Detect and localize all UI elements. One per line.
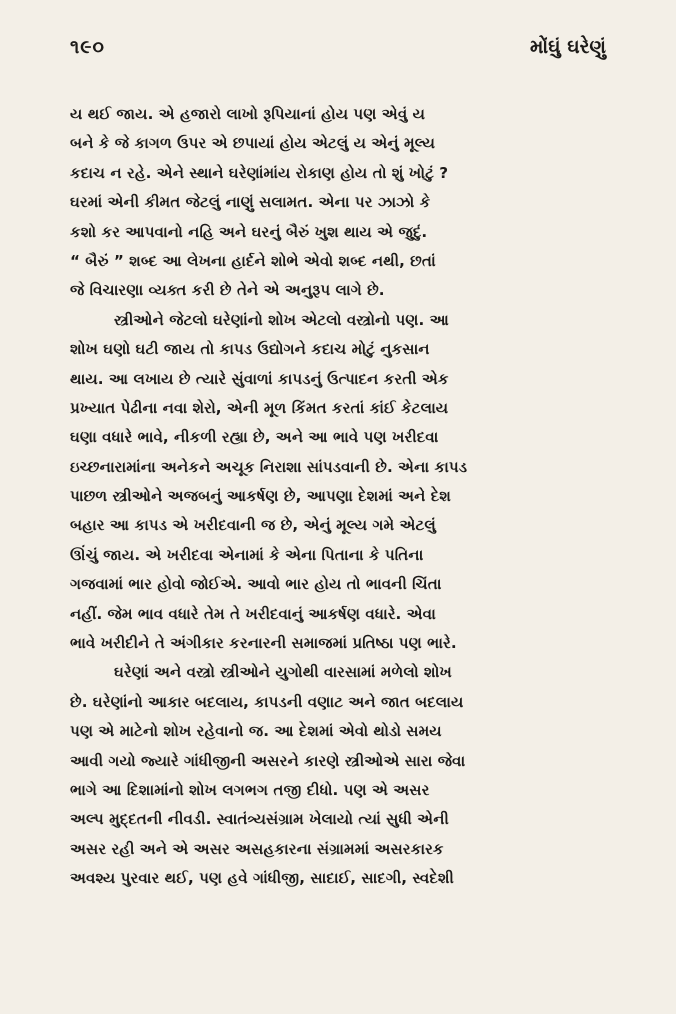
text-line: કદાચ ન રહે. એને સ્થાને ઘરેણાંમાંય રોકાણ હોય તો શું ખોટું ? [70,163,449,182]
text-line: ઘણા વધારે ભાવે, નીકળી રહ્યા છે, અને આ ભાવે પણ ખરીદવા [70,428,439,447]
text-line: ય થઈ જાય. એ હજારો લાખો રૂપિયાનાં હોય પણ એવું ય [70,105,426,123]
paragraph-1 [70,100,606,306]
text-line: આવી ગયો જ્યારે ગાંધીજીની અસરને કારણે સ્ત્રીઓએ સારા જેવા [70,751,466,770]
text-line: અવશ્ય પુરવાર થઈ, પણ હવે ગાંધીજી, સાદાઈ, સાદગી, સ્વદેશી [70,869,454,888]
text-line: ઇચ્છનારામાંના અનેકને અચૂક નિરાશા સાંપડવાની છે. એના કાપડ [70,457,468,476]
text-line: અસર રહી અને એ અસર અસહકારના સંગ્રામમાં અસરકારક [70,839,444,858]
body-text [70,100,606,894]
text-line: અલ્પ મુદ્દતની નીવડી. સ્વાતંત્ર્યસંગ્રામ ખેલાયો ત્યાં સુધી એની [70,810,449,829]
text-line: શોખ ઘણો ઘટી જાય તો કાપડ ઉદ્યોગને કદાચ મોટું નુકસાન [70,340,430,359]
text-line: “ બૈરું ” શબ્દ આ લેખના હાર્દને શોભે એવો શબ્દ નથી, છતાં [70,251,436,270]
text-line: છે. ઘરેણાંનો આકાર બદલાય, કાપડની વણાટ અને જાત બદલાય [70,692,464,711]
running-title: મોંઘું ઘરેણું [530,36,606,58]
text-line: જે વિચારણા વ્યક્ત કરી છે તેને એ અનુરૂપ લાગે છે. [70,281,385,300]
paragraph-3 [70,658,606,893]
text-line: ભાવે ખરીદીને તે અંગીકાર કરનારની સમાજમાં પ્રતિષ્ઠા પણ ભારે. [70,634,457,653]
text-line: સ્ત્રીઓને જેટલો ઘરેણાંનો શોખ એટલો વસ્ત્રોનો પણ. આ [114,310,449,329]
text-line: પાછળ સ્ત્રીઓને અજબનું આકર્ષણ છે, આપણા દેશમાં અને દેશ [70,487,451,506]
text-line: નહીં. જેમ ભાવ વધારે તેમ તે ખરીદવાનું આકર્ષણ વધારે. એવા [70,604,436,623]
text-line: થાય. આ લખાય છે ત્યારે સુંવાળાં કાપડનું ઉત્પાદન કરતી એક [70,369,449,388]
text-line: બને કે જે કાગળ ઉપર એ છપાયાં હોય એટલું ય એનું મૂલ્ય [70,134,436,153]
page-header [70,36,606,76]
text-line: પ્રખ્યાત પેઢીના નવા શેરો, એની મૂળ કિંમત કરતાં કાંઈ કેટલાય [70,398,449,417]
text-line: ઊંચું જાય. એ ખરીદવા એનામાં કે એના પિતાના કે પતિના [70,545,424,564]
page-number: ૧૯૦ [70,36,105,58]
text-line: ગજવામાં ભાર હોવો જોઈએ. આવો ભાર હોય તો ભાવની ચિંતા [70,575,442,594]
paragraph-2 [70,306,606,659]
text-line: ભાગે આ દિશામાંનો શોખ લગભગ તજી દીધો. પણ એ અસર [70,780,430,799]
text-line: બહાર આ કાપડ એ ખરીદવાની જ છે, એનું મૂલ્ય ગમે એટલું [70,516,436,535]
text-line: ઘરેણાં અને વસ્ત્રો સ્ત્રીઓને યુગોથી વારસામાં મળેલો શોખ [114,663,452,682]
text-line: ઘરમાં એની કીમત જેટલું નાણું સલામત. એના પર ઝાઝો કે [70,193,431,212]
text-line: પણ એ માટેનો શોખ રહેવાનો જ. આ દેશમાં એવો થોડો સમય [70,722,442,741]
text-line: કશો કર આપવાનો નહિ અને ઘરનું બૈરું ખુશ થાય એ જુદું. [70,222,428,241]
